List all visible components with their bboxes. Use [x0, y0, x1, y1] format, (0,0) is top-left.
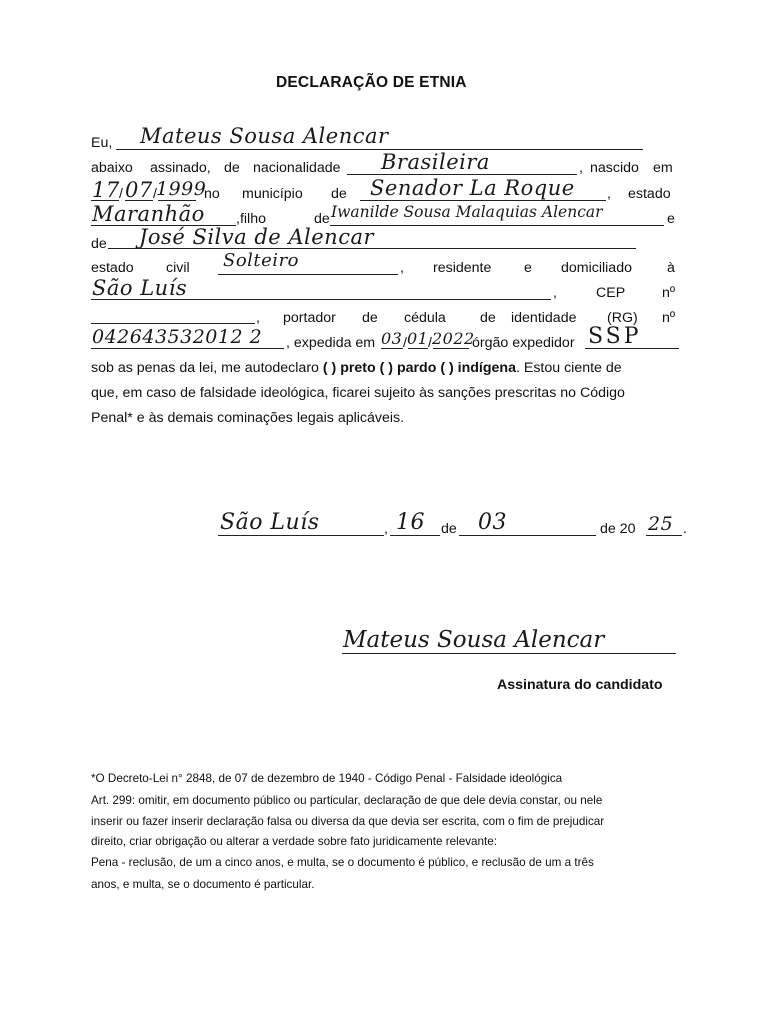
label-comma: , [256, 310, 260, 326]
label-a: à [667, 260, 675, 276]
issue-year-line [433, 348, 469, 349]
date-de-1: de [441, 521, 457, 537]
footnote-line-1: *O Decreto-Lei n° 2848, de 07 de dezembro de 1940 - Código Penal - Falsidade ideológica [91, 772, 563, 785]
date-month-line [459, 535, 596, 536]
label-eu: Eu, [91, 135, 113, 151]
label-e: e [524, 260, 532, 276]
date-period: . [683, 521, 687, 537]
footnote-line-3: inserir ou fazer inserir declaração falsa ou diversa da que devia ser escrita, com o fim de prejudicar [91, 815, 605, 828]
label-municipio: município [242, 186, 303, 202]
label-num: nº [662, 285, 676, 301]
handwritten-residence: São Luís [92, 276, 188, 300]
label-de: de [362, 310, 378, 326]
label-residente: residente [433, 260, 492, 276]
name-line [116, 149, 643, 150]
label-e: e [667, 211, 675, 227]
label-de: de [480, 310, 496, 326]
label-estado-civil-1: estado [91, 260, 134, 276]
label-num: nº [662, 310, 676, 326]
handwritten-issuer: SSP [588, 324, 642, 349]
issue-month-line [408, 348, 428, 349]
handwritten-state-birth: Maranhão [92, 202, 205, 226]
declaration-line-1 [91, 361, 622, 375]
nationality-line [347, 174, 577, 175]
handwritten-mother: Iwanilde Sousa Malaquias Alencar [331, 203, 603, 221]
label-de: de [224, 160, 240, 176]
handwritten-birth-year: 1999 [156, 178, 207, 200]
label-nascido: nascido [590, 160, 639, 176]
handwritten-civil-status: Solteiro [223, 250, 300, 271]
label-identidade: identidade [511, 310, 577, 326]
label-comma: , [553, 285, 557, 301]
date-place-line [218, 535, 384, 536]
label-rg: (RG) [607, 310, 638, 326]
label-comma: , [400, 260, 404, 276]
handwritten-father: José Silva de Alencar [139, 225, 375, 249]
label-abaixo: abaixo [91, 160, 133, 176]
label-expedida: , expedida em [286, 335, 376, 351]
mother-line [330, 225, 664, 226]
date-de-2: de 20 [600, 521, 636, 537]
footnote-line-4: direito, criar obrigação ou alterar a verdade sobre fato juridicamente relevante: [91, 835, 498, 848]
handwritten-signature: Mateus Sousa Alencar [343, 627, 605, 653]
issue-day-line [381, 348, 403, 349]
label-de: de [331, 186, 347, 202]
footnote-line-6: anos, e multa, se o documento é particular. [91, 878, 315, 891]
label-slash: / [153, 186, 157, 202]
handwritten-date-place: São Luís [220, 510, 320, 535]
label-portador: portador [283, 310, 336, 326]
label-comma: , [579, 160, 583, 176]
label-slash: / [119, 186, 123, 202]
label-estado-civil-2: civil [166, 260, 190, 276]
footnote-line-2: Art. 299: omitir, em documento público ou particular, declaração de que dele devia constar, ou nele [91, 794, 603, 807]
label-comma: , [607, 186, 611, 202]
label-no: no [204, 186, 220, 202]
label-slash: / [403, 335, 407, 351]
handwritten-birth-day: 17 [92, 178, 120, 202]
label-assinado: assinado, [150, 160, 211, 176]
page-title: DECLARAÇÃO DE ETNIA [276, 74, 467, 91]
declaration-text-a: sob as penas da lei, me autodeclaro [91, 360, 323, 376]
handwritten-date-day: 16 [396, 510, 425, 535]
cep-line [91, 323, 255, 324]
label-slash: / [428, 335, 432, 351]
date-comma: , [384, 521, 388, 537]
label-cedula: cédula [404, 310, 446, 326]
handwritten-issue-day: 03 [381, 329, 403, 348]
rg-line [91, 348, 284, 349]
label-orgao: órgão expedidor [472, 335, 575, 351]
handwritten-date-month: 03 [478, 510, 507, 535]
handwritten-rg-number: 042643532012 2 [92, 326, 263, 348]
label-de: de [314, 211, 330, 227]
label-domiciliado: domiciliado [561, 260, 632, 276]
handwritten-issue-year: 2022 [432, 329, 475, 348]
handwritten-name: Mateus Sousa Alencar [140, 124, 389, 148]
handwritten-city-birth: Senador La Roque [370, 176, 575, 200]
label-em: em [653, 160, 673, 176]
date-year-line [646, 535, 682, 536]
declaration-line-2: que, em caso de falsidade ideológica, ficarei sujeito às sanções prescritas no Código [91, 385, 625, 401]
handwritten-birth-month: 07 [125, 178, 153, 202]
birth-year-line [158, 200, 196, 201]
handwritten-date-year: 25 [648, 513, 674, 535]
date-day-line [390, 535, 440, 536]
label-de: de [91, 236, 107, 252]
label-filho: ,filho [236, 211, 266, 227]
signature-line [342, 653, 676, 654]
label-estado: estado [628, 186, 671, 202]
civil-status-line [218, 274, 398, 275]
race-options: ( ) preto ( ) pardo ( ) indígena [322, 360, 516, 376]
handwritten-nationality: Brasileira [381, 150, 490, 174]
city-birth-line [360, 200, 606, 201]
label-cep: CEP [596, 285, 626, 301]
declaration-line-3: Penal* e às demais cominações legais aplicáveis. [91, 410, 405, 426]
handwritten-issue-month: 01 [407, 329, 429, 348]
label-nacionalidade: nacionalidade [253, 160, 341, 176]
signature-caption: Assinatura do candidato [497, 677, 663, 693]
declaration-text-b: . Estou ciente de [515, 360, 622, 376]
footnote-line-5: Pena - reclusão, de um a cinco anos, e multa, se o documento é público, e reclusão de um a três [91, 856, 594, 869]
